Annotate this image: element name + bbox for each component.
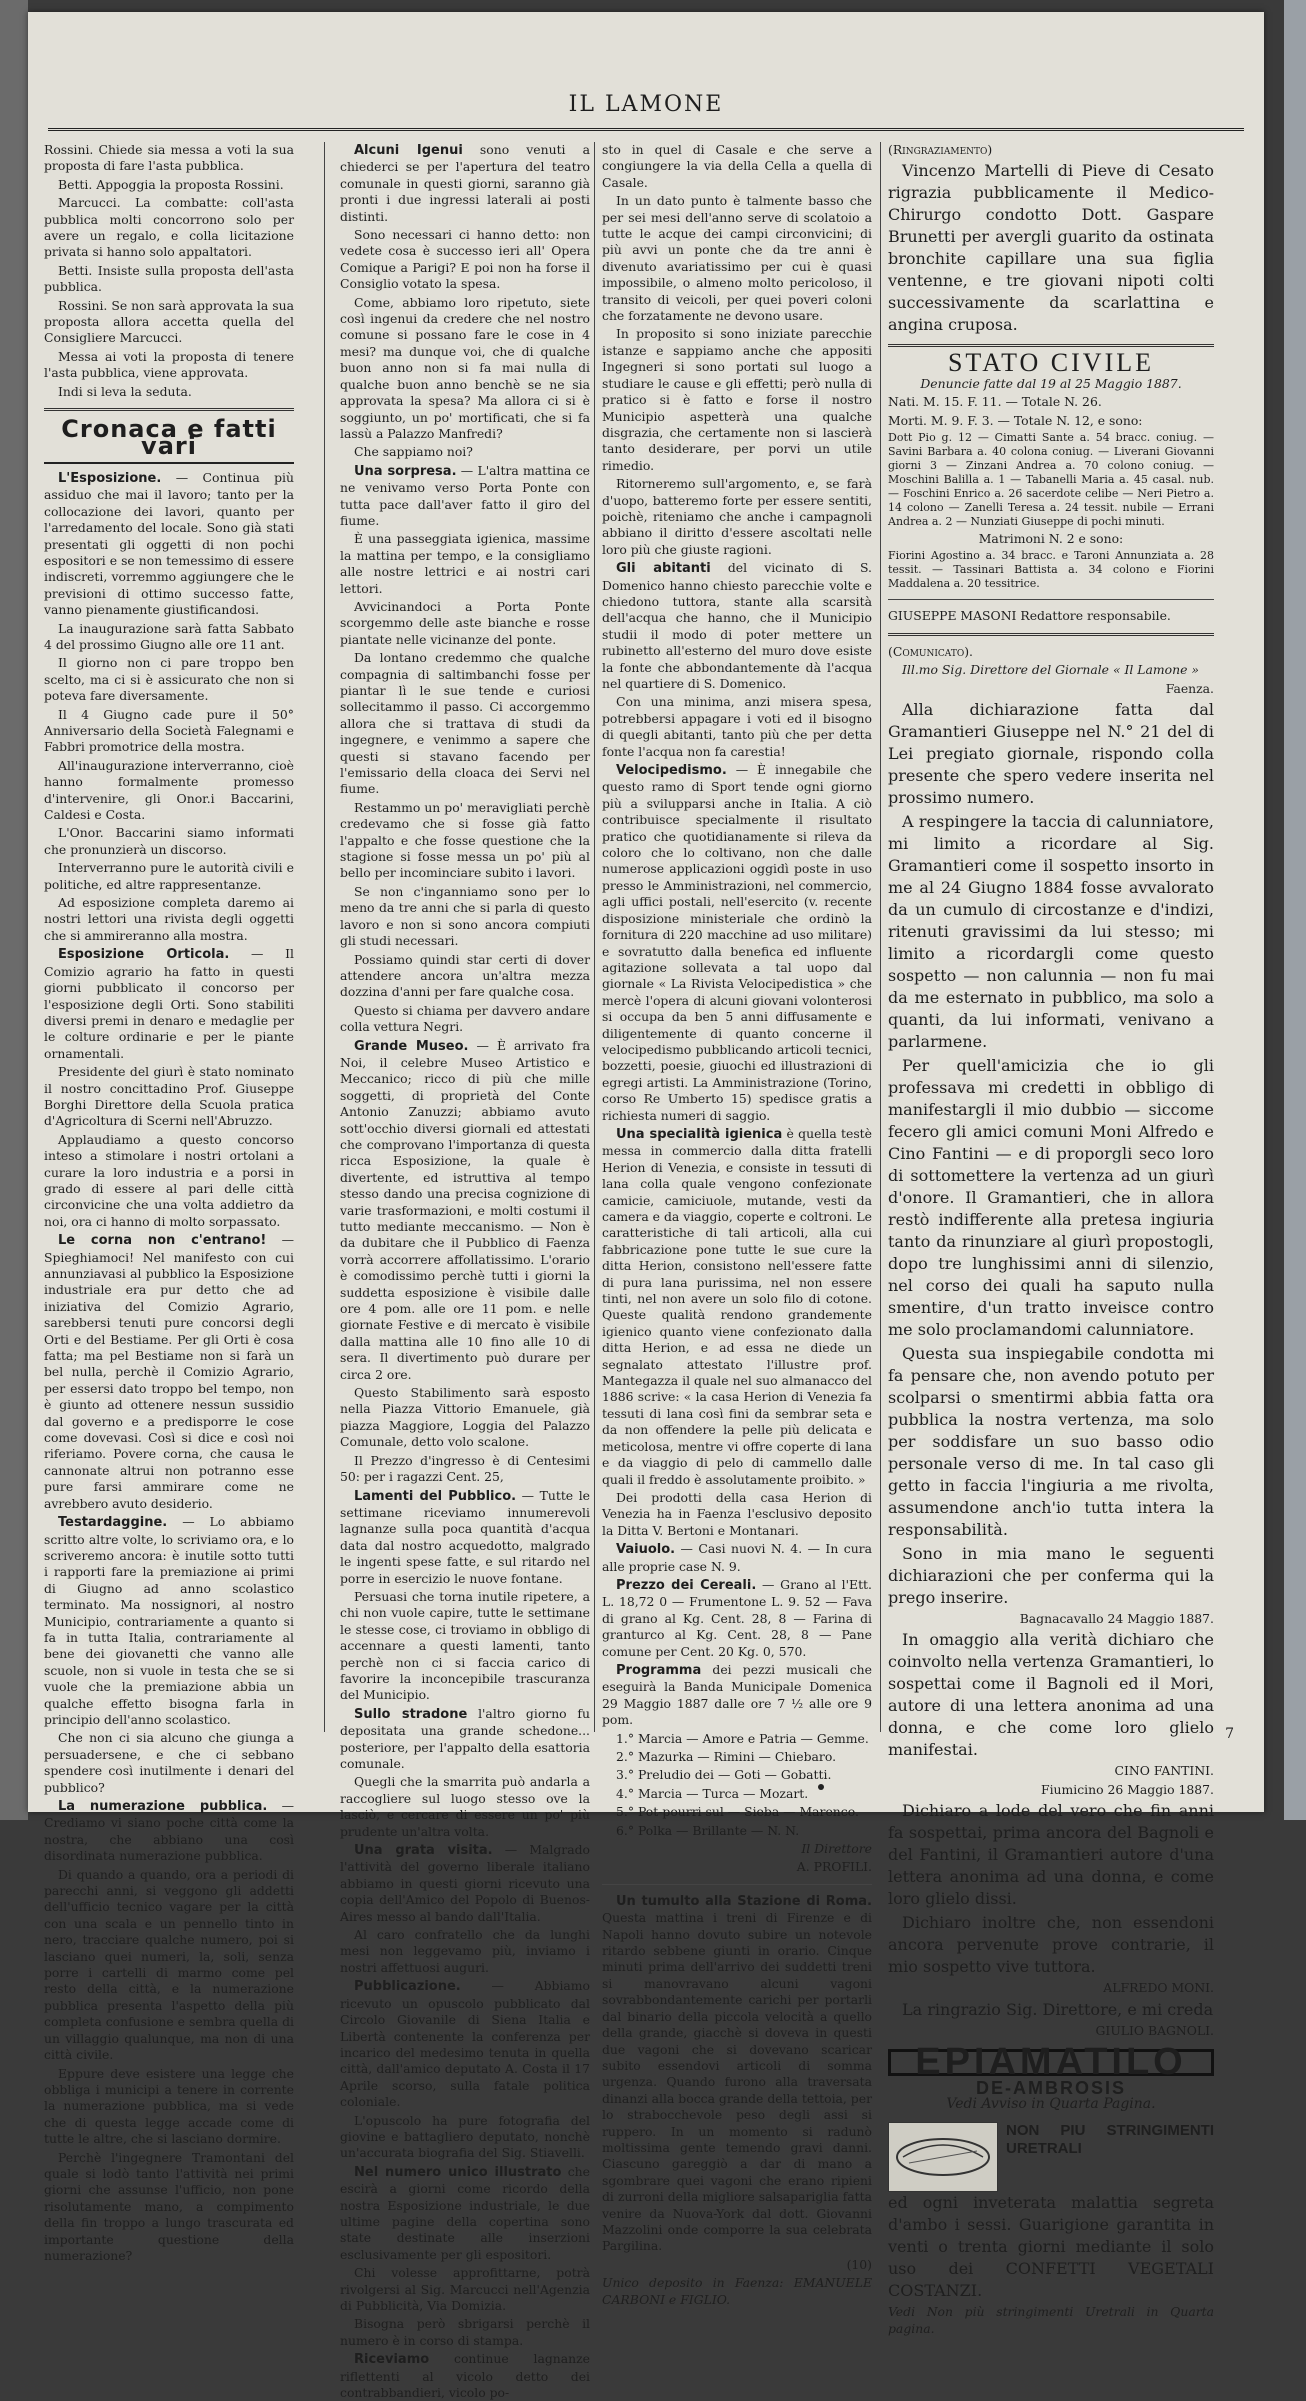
article-text: — Malgrado l'attività del governo liberale italiano abbiamo in questi giorni ricevuto una copia dell'Amico del Popolo di Buenos-Aires messo al bando dall'Italia. bbox=[340, 1842, 590, 1924]
column-rule bbox=[324, 142, 325, 1732]
article-title: Gli abitanti bbox=[616, 561, 711, 577]
article-text: del vicinato di S. Domenico hanno chiesto parecchie volte e chiedono tuttora, stante alla scarsità dell'acqua che hanno, che il Municipio studii il modo di poter mettere un rubinetto all'esterno del muro dove esiste la fonte che abbondantemente dà l'acqua nel quartiere di S. Domenico. bbox=[602, 560, 872, 691]
article-text: Questa mattina i treni di Firenze e di Napoli hanno dovuto subire un notevole ritardo sebbene giunti in orario. Cinque minuti prima dell'arrivo dei suddetti treni si manovravano alcuni vagoni sovrabbondantemente carichi per portarli dal binario della piccola velocità a quello della grande, giacchè si doveva in questi due vagoni che si dovevano scaricar subito essendovi articoli di somma urgenza. Quando furono alla traversata dinanzi alla bocca grande della tettoia, per lo strabocchevole peso degli assi si ruppero. In un momento si radunò moltissima gente temendo gravi danni. Ciascuno gareggiò a dar di mano a sgombrare quei vagoni che erano ripieni di zurroni della migliore salsapariglia fatta venire da Nuova-York dal dott. Giovanni Mazzolini onde comporre la sua celebrata Pargilina. bbox=[602, 1910, 872, 2254]
stato-civile-subtitle: Denuncie fatte dal 19 al 25 Maggio 1887. bbox=[920, 375, 1182, 391]
paragraph: Che non ci sia alcuno che giunga a persuadersene, e che ci sebbano spendere così inutilmente i denari del pubblico? bbox=[44, 1730, 294, 1795]
paragraph: Perchè l'ingegnere Tramontani del quale si lodò tanto l'attività nei primi giorni che assunse l'ufficio, non pone risolutamente mano, a compimento della fin troppo a lungo trascurata ed importante questione della numerazione? bbox=[44, 2149, 294, 2263]
paragraph: Restammo un po' meravigliati perchè credevamo che si fosse già fatto l'appalto e che fosse questione che la stagione si fosse messa un po' più al bello per incominciare subito i lavori. bbox=[340, 799, 590, 881]
article-text: — È arrivato fra Noi, il celebre Museo Artistico e Meccanico; ricco di più che mille soggetti, di proprietà del Conte Antonio Zanuzzi; abbiamo avuto sott'occhio diversi giornali ed attestati che comprovano l'importanza di questa ricca Esposizione, la quale è divertente, ed istruttiva al tempo stesso dando una precisa cognizione di varie trasformazioni, e molti costumi il tutto mediante meccanismo. — Non è da dubitare che il Pubblico di Faenza vorrà accorrere affollatissimo. L'orario è comodissimo perchè tutti i giorni la suddetta esposizione è visibile dalle ore 4 pom. alle ore 11 pom. e nelle giornate Festive e di mercato è visibile dalla mattina alle 10 fino alle 10 di sera. Il divertimento può durare per circa 2 ore. bbox=[340, 1037, 591, 1382]
column-rule bbox=[594, 142, 595, 1732]
section-rule bbox=[888, 344, 1214, 347]
signature-role: Il Direttore bbox=[801, 1841, 872, 1857]
article-title: Velocipedismo. bbox=[616, 763, 727, 779]
article-title: L'Esposizione. bbox=[58, 470, 162, 486]
deaths-list: Dott Pio g. 12 — Cimatti Sante a. 54 bracc. coniug. — Savini Barbara a. 40 colona coniug. — Liverani Giovanni giorni 3 — Zinzani Andrea a. 70 colono coniug. — Moschini Balilla a. 1 — Tabanelli Maria a. 45 casal. nub. — Foschini Enrico a. 26 sacerdote celibe — Neri Pietro a. 14 colono — Zanelli Teresa a. 24 tessit. nubile — Errani Andrea a. 2 — Nunziati Giuseppe di pochi minuti. bbox=[888, 431, 1214, 529]
article-title: Esposizione Orticola. bbox=[58, 947, 230, 963]
article-text: che escirà a giorni come ricordo della nostra Esposizione industriale, le due ultime pagine della copertina sono state destinate alle inserzioni esclusivamente per gli espositori. bbox=[340, 2163, 590, 2262]
paragraph: La ringrazio Sig. Direttore, e mi creda bbox=[902, 1999, 1214, 2019]
signature: GIULIO BAGNOLI. bbox=[1095, 2022, 1214, 2038]
paragraph: Dichiaro a lode del vero che fin anni fa sospettai, prima ancora del Bagnoli e del Fantini, il Gramantieri autore d'una lettera anonima ad una donna, e come loro glielo dissi. bbox=[888, 1801, 1214, 1909]
paragraph: L'Onor. Baccarini siamo informati che pronunzierà un discorso. bbox=[44, 825, 294, 857]
notice-text: Vincenzo Martelli di Pieve di Cesato rigrazia pubblicamente il Medico-Chirurgo condotto Dott. Gaspare Brunetti per avergli guarito da ostinata bronchite capillare una sua figlia ventenne, e tre giovani nipoti colti successivamente da scarlattina e angina cruposa. bbox=[888, 161, 1214, 335]
paragraph: Con una minima, anzi misera spesa, potrebbersi appagare i voti ed il bisogno di quegli abitanti, tanto più che per detta fonte l'acqua non fa carestia! bbox=[602, 694, 872, 759]
advert-uretrali bbox=[888, 2122, 1214, 2192]
section-rule bbox=[44, 408, 294, 411]
list-item: 6.° Polka — Brillante — N. N. bbox=[616, 1822, 800, 1838]
paragraph: Interverranno pure le autorità civili e politiche, ed altre rappresentanze. bbox=[44, 860, 294, 892]
paragraph: A respingere la taccia di calunniatore, mi limito a ricordare al Sig. Gramantieri come il sospetto insorto in me al 24 Giugno 1884 fosse avvalorato da un cumulo di circostanze e d'indizi, ritenuti gravissimi da lui stesso; mi limito a ricordargli come questo sospetto — non calunnia — non fu mai da me esternato in pubblico, ma solo a quanti, da lui informati, venivano a parlarmene. bbox=[888, 812, 1214, 1052]
paragraph: La inaugurazione sarà fatta Sabbato 4 del prossimo Giugno alle ore 11 ant. bbox=[44, 620, 294, 652]
music-program-list bbox=[602, 1731, 872, 1839]
deaths: Morti. M. 9. F. 3. — Totale N. 12, e sono: bbox=[888, 412, 1143, 428]
list-item: 2.° Mazurka — Rimini — Chiebaro. bbox=[616, 1749, 837, 1764]
article-text: — Il Comizio agrario ha fatto in questi giorni pubblicato il concorso per l'esposizione degli Orti. Sono stabiliti diversi premi in denaro e medaglie per le colture ordinarie e per le piante ornamentali. bbox=[44, 946, 294, 1061]
article-text: — Continua più assiduo che mai il lavoro; tanto per la collocazione dei lavori, quanto per l'arredamento del locale. Sono già stati presentati gli oggetti di non pochi espositori e se non temessimo di essere indiscreti, vorremmo aggiungere che le previsioni di ottimo successo fatte, vanno pienamente giustificandosi. bbox=[44, 469, 294, 618]
paragraph: All'inaugurazione interverranno, cioè hanno formalmente promesso d'intervenire, gli Onor.i Baccarini, Caldesi e Costa. bbox=[44, 757, 294, 823]
paragraph: Questa sua inspiegabile condotta mi fa pensare che, non avendo potuto per scolparsi o smentirmi abbia fatta ora pubblica la nostra vertenza, ma solo per soddisfare un suo basso odio personale verso di me. In tal caso gli getto in faccia l'ingiuria a me rivolta, assumendone anch'io tutta intera la responsabilità. bbox=[888, 1344, 1214, 1540]
paragraph: Rossini. Chiede sia messa a voti la sua proposta di fare l'asta pubblica. bbox=[44, 142, 294, 174]
communique-heading: (Comunicato). bbox=[888, 643, 973, 659]
paragraph: Bisogna però sbrigarsi perchè il numero è in corso di stampa. bbox=[340, 2316, 590, 2348]
paragraph: In proposito si sono iniziate parecchie istanze e sappiamo anche che appositi Ingegneri si sono portati sul luogo a studiare le cause e gli effetti; però nulla di pratico si è fatto e forse il nostro Municipio aspetterà una qualche disgrazia, che certamente non si lascierà tanto desiderare, per porvi un utile rimedio. bbox=[602, 326, 872, 473]
section-rule bbox=[602, 1884, 872, 1885]
paragraph: Quegli che la smarrita può andarla a raccogliere sul luogo stesso ove la lasciò, e cercare di essere un po' più prudente un'altra volta. bbox=[340, 1774, 590, 1839]
article-text: è quella testè messa in commercio dalla ditta fratelli Herion di Venezia, e consiste in tessuti di lana colla quale vengono confezionate camicie, camiciuole, mutande, vesti da camera e da viaggio, coperte e coltroni. Le caratteristiche di tali articoli, alla cui fabbricazione pone tutte le sue cure la ditta Herion, consistono nell'essere fatte di pura lana purissima, nel non essere tinti, nel non avere un solo filo di cotone. Queste qualità rendono grandemente igienico quanto viene confezionato dalla ditta Herion, e ad essa ne diede un segnalato attestato l'illustre prof. Mantegazza il quale nel suo almanacco del 1886 scrive: « la casa Herion di Venezia fa tessuti di lana così fini da sembrar seta e da non offendere la pelle più delicata e meticolosa, mentre vi offre coperte di lana e da viaggio di pelo di cammello dalle quali il freddo è assolutamente proibito. » bbox=[602, 1125, 872, 1487]
article-title: Una sorpresa. bbox=[354, 463, 457, 479]
page-number: 7 bbox=[1225, 1726, 1234, 1742]
paragraph: Il giorno non ci pare troppo ben scelto, ma ci si è assicurato che non si poteva fare diversamente. bbox=[44, 655, 294, 704]
article-text: — Abbiamo ricevuto un opuscolo pubblicato dal Circolo Giovanile di Siena Italia e Libertà contenente la conferenza per incarico del medesimo tenuta in quella città, dall'amico deputato A. Costa il 17 Aprile scorso, sulla fatale politica coloniale. bbox=[340, 1978, 590, 2110]
signature: CINO FANTINI. bbox=[1114, 1763, 1214, 1779]
advert-brand: DE-AMBROSIS bbox=[975, 2077, 1126, 2098]
masthead-rule bbox=[48, 128, 1244, 131]
article-text: — Spieghiamoci! Nel manifesto con cui annunziavasi al pubblico la Esposizione industriale era pur detto che ad iniziativa del Comizio Agrario, sarebbersi tenuti pure concorsi degli Orti e del Bestiame. Per gli Orti è cosa fatta; ma pel Bestiame non si farà un bel nulla, perchè il Comizio Agrario, per essersi dato troppo bel tempo, non è giunto ad ottenere nessun sussidio dal governo e a predisporre le cose come dovevasi. Così si dice e così noi riferiamo. Povere corna, che causa le cannonate altrui non potranno esse pure farsi ammirare come ne avrebbero avuto desiderio. bbox=[44, 1232, 294, 1511]
paragraph: Ad esposizione completa daremo ai nostri lettori una rivista degli oggetti che si ammireranno alla mostra. bbox=[44, 895, 294, 943]
paragraph: Il Prezzo d'ingresso è di Centesimi 50: per i ragazzi Cent. 25, bbox=[340, 1452, 590, 1485]
column-rule bbox=[880, 142, 881, 1732]
newspaper-page bbox=[28, 12, 1264, 2401]
section-rule bbox=[888, 599, 1214, 600]
article-text: continue lagnanze riflettenti al vicolo detto dei contrabbandieri, vicolo po- bbox=[340, 2351, 590, 2401]
article-title: Vaiuolo. bbox=[616, 1542, 676, 1558]
article-title: Nel numero unico illustrato bbox=[354, 2164, 562, 2180]
communique-addressee: Ill.mo Sig. Direttore del Giornale « Il Lamone » bbox=[902, 662, 1199, 678]
paragraph: Come, abbiamo loro ripetuto, siete così ingenui da credere che nel nostro comune si possano fare le cose in 4 mesi? ma dunque voi, che di qualche buon anno non si fa mai nulla di qualche buon anno benchè se ne sia approvata la spesa? Ma allora ci si è soggiunto, un po' mortificati, che si fa lassù a Palazzo Manfredi? bbox=[340, 294, 590, 441]
article-text: — Tutte le settimane riceviamo innumerevoli lagnanze sulla poca quantità d'acqua data dal nostro acquedotto, malgrado le ingenti spese fatte, e sul ritardo nel porre in esercizio le nuove fontane. bbox=[340, 1487, 590, 1586]
article-text: l'altro giorno fu depositata una grande schedone... posteriore, per l'appalto della esattoria comunale. bbox=[340, 1705, 590, 1771]
paragraph: Sono in mia mano le seguenti dichiarazioni che per conferma qui la prego inserire. bbox=[888, 1544, 1214, 1608]
article-title: Una specialità igienica bbox=[616, 1126, 783, 1142]
paragraph: Dei prodotti della casa Herion di Venezia ha in Faenza l'esclusivo deposito la Ditta V. Bertoni e Montanari. bbox=[602, 1489, 872, 1538]
paragraph: Questo Stabilimento sarà esposto nella Piazza Vittorio Emanuele, già piazza Maggiore, Loggia del Palazzo Comunale, detto volo scalone. bbox=[340, 1385, 590, 1450]
article-text: — Lo abbiamo scritto altre volte, lo scriviamo ora, e lo scriveremo ancora: è inutile sotto tutti i rapporti fare la premiazione ai primi di Giugno ad anno scolastico terminato. Ma nossignori, al nostro Municipio, contrariamente a quanto si fa in tutta Italia, contrariamente al bene dei giovanetti che vanno alle scuole, non si vuole in testa che se si vuole che la premiazione abbia un qualche effetto bisogna farla in principio dell'anno scolastico. bbox=[44, 1514, 294, 1727]
article-text: — È innegabile che questo ramo di Sport tende ogni giorno più a svilupparsi anche in Italia. A ciò contribuisce specialmente il risultato pratico che quotidianamente si rileva da coloro che lo coltivano, non che dalle numerose applicazioni oggidì poste in uso presso le Amministrazioni, nel commercio, agli uffici postali, nell'esercito (v. recente disposizione ministeriale che ordinò la fornitura di 220 macchine ad uso militare) e sovratutto dalla benefica ed influente agitazione sollevata a tal uopo dal giornale « La Rivista Velocipedistica » che mercè l'opera di alcuni giovani volonterosi si occupa da ben 5 anni diffusamente e diligentemente di quanto concerne il velocipedismo pubblicando articoli tecnici, bozzetti, poesie, giuochi ed illustrazioni di egregi artisti. La Amministrazione (Torino, corso Re Umberto 15) spedisce gratis a richiesta numeri di saggio. bbox=[602, 762, 872, 1123]
place-date: Fiumicino 26 Maggio 1887. bbox=[1040, 1781, 1214, 1797]
paragraph: Da lontano credemmo che qualche compagnia di saltimbanchi fosse per piantar lì le sue tende e curiosi sollecitammo il passo. Ci accorgemmo allora che si trattava di studi da ingegnere, e venimmo a sapere che questi si stavano facendo per l'emissario della cloaca dei Servi nel fiume. bbox=[340, 650, 590, 797]
paragraph: Possiamo quindi star certi di dover attendere ancora un'altra mezza dozzina d'anni per fare qualche cosa. bbox=[340, 951, 590, 1000]
advert-footer: Vedi Non più stringimenti Uretrali in Quarta pagina. bbox=[888, 2304, 1214, 2336]
paragraph: Marcucci. La combatte: coll'asta pubblica molti concorrono solo per avere un regalo, e colla licitazione privata si hanno solo appaltatori. bbox=[44, 195, 294, 260]
stato-civile-title: STATO CIVILE bbox=[947, 348, 1155, 378]
communique-city: Faenza. bbox=[1165, 680, 1214, 696]
column-1 bbox=[44, 142, 294, 2263]
column-2 bbox=[340, 142, 591, 2401]
paragraph: Di quando a quando, ora a periodi di parecchi anni, si veggono gli addetti dell'ufficio tecnico vagare per la città con una scala e un pennello tinto in nero, tracciare qualche numero, poi si lasciano quei numeri, la, soli, senza porre i cartelli di marmo come pel resto della città, e la numerazione pubblica presenta l'aspetto della più completa confusione e sembra quella di un villaggio qualunque, ma non di una città civile. bbox=[44, 1866, 294, 2063]
marriages-list: Fiorini Agostino a. 34 bracc. e Taroni Annunziata a. 28 tessit. — Tassinari Battista a. 34 colono e Fiorini Maddalena a. 20 tessitrice. bbox=[888, 549, 1214, 591]
article-title: Un tumulto alla Stazione di Roma. bbox=[616, 1893, 872, 1909]
place-date: Bagnacavallo 24 Maggio 1887. bbox=[1019, 1611, 1214, 1627]
article-text: — Casi nuovi N. 4. — In cura alle proprie case N. 9. bbox=[602, 1541, 872, 1574]
advert-headline: NON PIU STRINGIMENTI URETRALI bbox=[1006, 2122, 1214, 2158]
article-title: Pubblicazione. bbox=[354, 1979, 461, 1995]
article-title: Le corna non c'entrano! bbox=[58, 1233, 267, 1249]
article-title: La numerazione pubblica. bbox=[58, 1799, 268, 1814]
column-4 bbox=[888, 142, 1214, 2336]
paragraph: Presidente del giurì è stato nominato il nostro concittadino Prof. Giuseppe Borghi Direttore della Scuola pratica d'Agricoltura di Scerni nell'Abruzzo. bbox=[44, 1064, 294, 1129]
article-text: — Grano al l'Ett. L. 18,72 0 — Frumentone L. 9. 52 — Fava di grano al Kg. Cent. 28, 8 — Farina di granturco al Kg. Cent. 28, 8 — Pane comune per Cent. 20 Kg. 0, 570. bbox=[602, 1576, 872, 1659]
deposit-note: Unico deposito in Faenza: EMANUELE CARBONI e FIGLIO. bbox=[602, 2275, 872, 2307]
paragraph: Persuasi che torna inutile ripetere, a chi non vuole capire, tutte le settimane le stesse cose, ci troviamo in obbligo di accennare a questi lamenti, tanto perchè non ci si faccia carico di favorire la inconcepibile trascuranza del Municipio. bbox=[340, 1588, 590, 1703]
signature: A. PROFILI. bbox=[796, 1859, 872, 1875]
article-text: sono venuti a chiederci se per l'apertura del teatro comunale in questi giorni, saranno già pronti i due ingressi laterali ai posti distinti. bbox=[340, 142, 590, 224]
paragraph: Se non c'inganniamo sono per lo meno da tre anni che si parla di questo lavoro e non si sono ancora compiuti gli studi necessari. bbox=[340, 883, 590, 949]
signature: ALFREDO MONI. bbox=[1103, 1980, 1214, 1996]
paragraph: Ritorneremo sull'argomento, e, se farà d'uopo, batteremo forte per essere sentiti, poichè, riteniamo che anche i campagnoli abbiano il diritto d'essere ascoltati nelle loro più che giuste ragioni. bbox=[602, 476, 872, 557]
notice-heading: (Ringraziamento) bbox=[888, 142, 993, 157]
marriages: Matrimoni N. 2 e sono: bbox=[978, 531, 1124, 547]
paragraph: sto in quel di Casale e che serve a congiungere la via della Cella a quella di Casale. bbox=[602, 142, 872, 190]
list-item: 3.° Preludio dei — Goti — Gobatti. bbox=[616, 1767, 832, 1783]
paragraph: Che sappiamo noi? bbox=[354, 444, 473, 460]
article-title: Riceviamo bbox=[354, 2352, 430, 2368]
article-title: Lamenti del Pubblico. bbox=[354, 1488, 517, 1504]
paragraph: Per quell'amicizia che io gli professava mi credetti in obbligo di manifestargli il mio dubbio — siccome fecero gli amici comuni Moni Alfredo e Cino Fantini — e di proporgli seco loro di sottomettere la vertenza ad un giurì d'onore. Il Gramantieri, che in allora restò indifferente alla pretesa ingiuria tanto da rinunziare al giurì propostogli, dopo tre lunghissimi anni di silenzio, nel corso dei quali ha saputo nulla smentire, d'un tratto inveisce contro me solo proclamandomi calunniatore. bbox=[888, 1056, 1214, 1340]
article-title: Prezzo dei Cereali. bbox=[616, 1577, 757, 1593]
paragraph: Betti. Appoggia la proposta Rossini. bbox=[58, 176, 284, 192]
paragraph: Eppure deve esistere una legge che obbliga i municipi a tenere in corrente la numerazione pubblica, ma si vede che di questa legge accade come di tutte le altre, che si lasciano dormire. bbox=[44, 2065, 294, 2147]
paragraph: Al caro confratello che da lunghi mesi non leggevamo più, inviamo i nostri affettuosi auguri. bbox=[340, 1927, 590, 1975]
list-item: 4.° Marcia — Turca — Mozart. bbox=[616, 1785, 809, 1801]
article-title: Una grata visita. bbox=[354, 1843, 493, 1859]
paragraph: Betti. Insiste sulla proposta dell'asta pubblica. bbox=[44, 262, 294, 295]
section-heading: Cronaca e fatti vari bbox=[61, 415, 277, 460]
paragraph: Applaudiamo a questo concorso inteso a stimolare i nostri ortolani a curare la loro industria e a porsi in grado di essere al pari delle città circonvicine che una volta addietro da noi, ora ci hanno di molto sorpassato. bbox=[44, 1131, 294, 1229]
article-title: Alcuni Igenui bbox=[354, 143, 463, 158]
advert-subtitle: Vedi Avviso in Quarta Pagina. bbox=[946, 2095, 1156, 2112]
article-title: Grande Museo. bbox=[354, 1038, 469, 1054]
bottom-dot bbox=[818, 1784, 824, 1790]
advert-text: ed ogni inveterata malattia segreta d'ambo i sessi. Guarigione garantita in venti o trenta giorni mediante il solo uso dei CONFETTI VEGETALI COSTANZI. bbox=[888, 2193, 1214, 2301]
article-title: Sullo stradone bbox=[354, 1706, 468, 1722]
article-title: Testardaggine. bbox=[58, 1515, 168, 1531]
ad-number: (10) bbox=[846, 2256, 872, 2272]
paragraph: È una passeggiata igienica, massime la mattina per tempo, e la consigliamo alle nostre lettrici e ai nostri cari lettori. bbox=[340, 531, 590, 596]
editor-line: GIUSEPPE MASONI Redattore responsabile. bbox=[888, 608, 1171, 624]
article-title: Programma bbox=[616, 1662, 702, 1678]
paragraph: Questo si chiama per davvero andare colla vettura Negri. bbox=[340, 1002, 590, 1035]
heading-rule bbox=[44, 462, 294, 464]
advert-epiamatilo bbox=[888, 2041, 1214, 2084]
paragraph: Avvicinandoci a Porta Ponte scorgemmo delle aste bianche e rosse piantate nelle vicinanze del ponte. bbox=[340, 598, 590, 647]
list-item: 1.° Marcia — Amore e Patria — Gemme. bbox=[616, 1730, 869, 1746]
article-text: dei pezzi musicali che eseguirà la Banda Municipale Domenica 29 Maggio 1887 dalle ore 7 ½ alle ore 9 pom. bbox=[602, 1661, 872, 1728]
masthead-title: IL LAMONE bbox=[568, 92, 724, 117]
paragraph: Messa ai voti la proposta di tenere l'asta pubblica, viene approvata. bbox=[44, 348, 294, 381]
paragraph: Alla dichiarazione fatta dal Gramantieri Giuseppe nel N.° 21 del di Lei pregiato giornale, rispondo colla presente che spero vedere inserita nel prossimo numero. bbox=[888, 700, 1214, 808]
article-text: — Crediamo vi siano poche città come la nostra, che abbiano una così disordinata numerazione pubblica. bbox=[44, 1798, 294, 1864]
paragraph: In omaggio alla verità dichiaro che coinvolto nella vertenza Gramantieri, lo sospettai come il Bagnoli ed il Mori, autore di una lettera anonima ad una donna, e che come loro glielo manifestai. bbox=[888, 1630, 1214, 1760]
paragraph: Chi volesse approfittarne, potrà rivolgersi al Sig. Marcucci nell'Agenzia di Pubblicità, Via Domizia. bbox=[340, 2265, 590, 2313]
advert-illustration-icon bbox=[888, 2122, 998, 2192]
right-scan-edge bbox=[1284, 0, 1306, 1820]
list-item: 5.° Pot-pourri sul — Sieba — Marenco. bbox=[616, 1804, 859, 1820]
column-3 bbox=[602, 142, 872, 2307]
paragraph: In un dato punto è talmente basso che per sei mesi dell'anno serve di scolatoio a tutte le acque dei campi circonvicini; di più avvi un ponte che da tre anni è divenuto avariatissimo per cui è quasi impossibile, o almeno molto pericoloso, il transito di veicoli, per quei poveri coloni che forzatamente ne devono usare. bbox=[602, 193, 872, 324]
paragraph: L'opuscolo ha pure fotografia del giovine e battagliero deputato, nonchè un'accurata biografia del Sig. Stiavelli. bbox=[340, 2112, 590, 2161]
article-text: — L'altra mattina ce ne venivamo verso Porta Ponte con tutta pace dall'aver fatto il giro del fiume. bbox=[340, 462, 590, 528]
paragraph: Sono necessari ci hanno detto: non vedete cosa è successo ieri all' Opera Comique a Parigi? E poi non ha forse il Consiglio votato la spesa. bbox=[340, 227, 590, 292]
births: Nati. M. 15. F. 11. — Totale N. 26. bbox=[888, 394, 1102, 410]
paragraph: Dichiaro inoltre che, non essendoni ancora pervenute prove contrarie, il mio sospetto vive tuttora. bbox=[888, 1913, 1214, 1977]
paragraph: Indi si leva la seduta. bbox=[58, 383, 192, 399]
left-page-edge bbox=[0, 0, 28, 1820]
paragraph: Rossini. Se non sarà approvata la sua proposta allora accetta quella del Consigliere Marcucci. bbox=[44, 297, 294, 346]
paragraph: Il 4 Giugno cade pure il 50° Anniversario della Società Falegnami e Fabbri promotrice della mostra. bbox=[44, 706, 294, 755]
advert-title: EPIAMATILO bbox=[915, 2041, 1187, 2084]
section-rule bbox=[888, 633, 1214, 636]
